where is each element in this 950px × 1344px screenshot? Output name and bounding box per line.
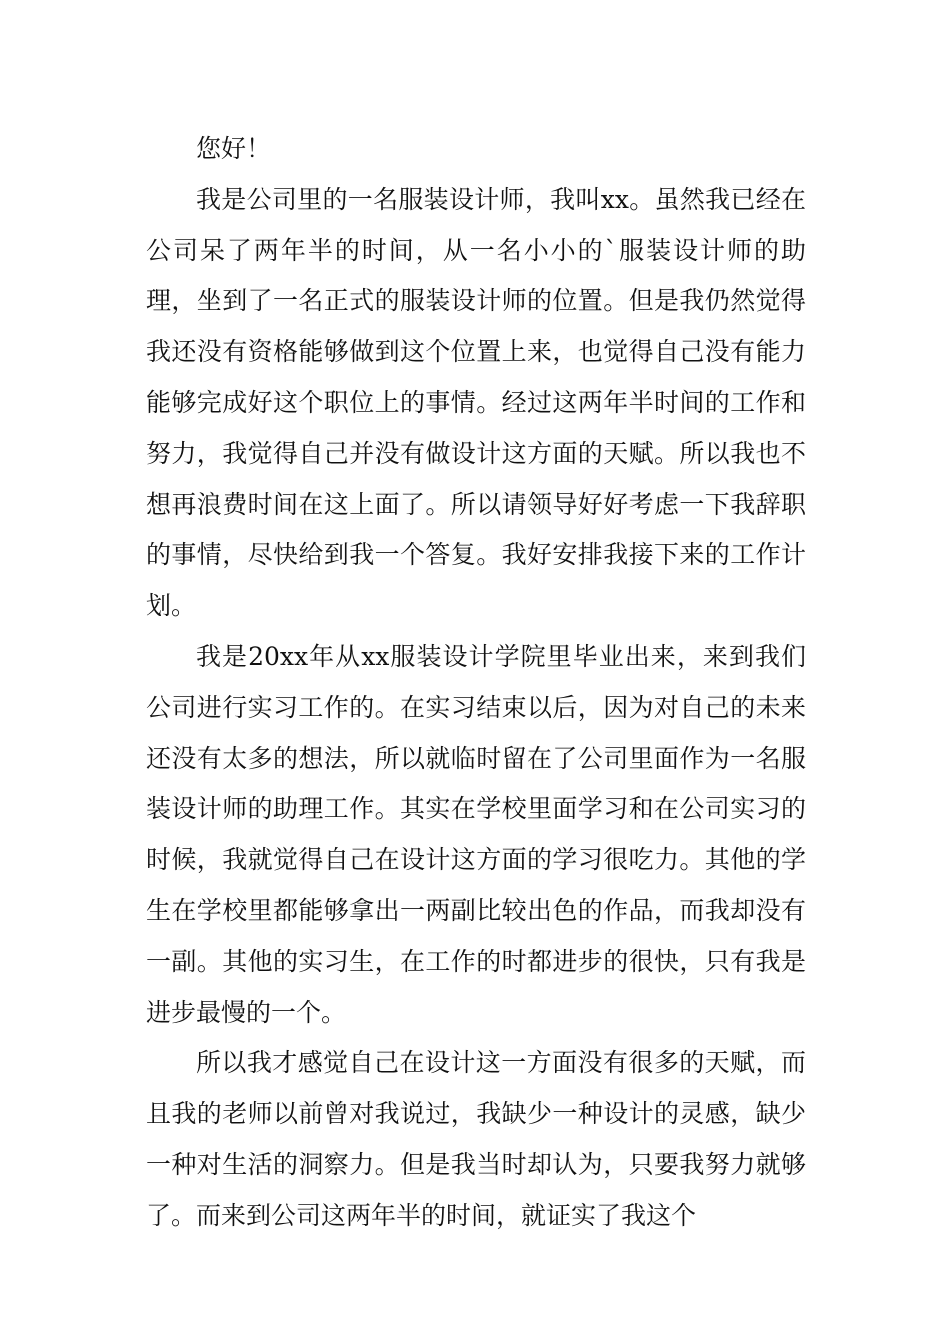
paragraph-3: 所以我才感觉自己在设计这一方面没有很多的天赋，而且我的老师以前曾对我说过，我缺少一种设计的灵感，缺少一种对生活的洞察力。但是我当时却认为，只要我努力就够了。而来到公司这两年半的时间，就证实了我这个: [146, 1048, 806, 1230]
letter-body: [146, 124, 806, 1242]
greeting: 您好！: [196, 134, 272, 163]
paragraph-2: 我是20xx年从xx服装设计学院里毕业出来，来到我们公司进行实习工作的。在实习结束以后，因为对自己的未来还没有太多的想法，所以就临时留在了公司里面作为一名服装设计师的助理工作。其实在学校里面学习和在公司实习的时候，我就觉得自己在设计这方面的学习很吃力。其他的学生在学校里都能够拿出一两副比较出色的作品，而我却没有一副。其他的实习生，在工作的时都进步的很快，只有我是进步最慢的一个。: [146, 641, 806, 1027]
paragraph-1: 我是公司里的一名服装设计师，我叫xx。虽然我已经在公司呆了两年半的时间，从一名小小的`服装设计师的助理，坐到了一名正式的服装设计师的位置。但是我仍然觉得我还没有资格能够做到这个位置上来，也觉得自己没有能力能够完成好这个职位上的事情。经过这两年半时间的工作和努力，我觉得自己并没有做设计这方面的天赋。所以我也不想再浪费时间在这上面了。所以请领导好好考虑一下我辞职的事情，尽快给到我一个答复。我好安排我接下来的工作计划。: [146, 184, 806, 621]
